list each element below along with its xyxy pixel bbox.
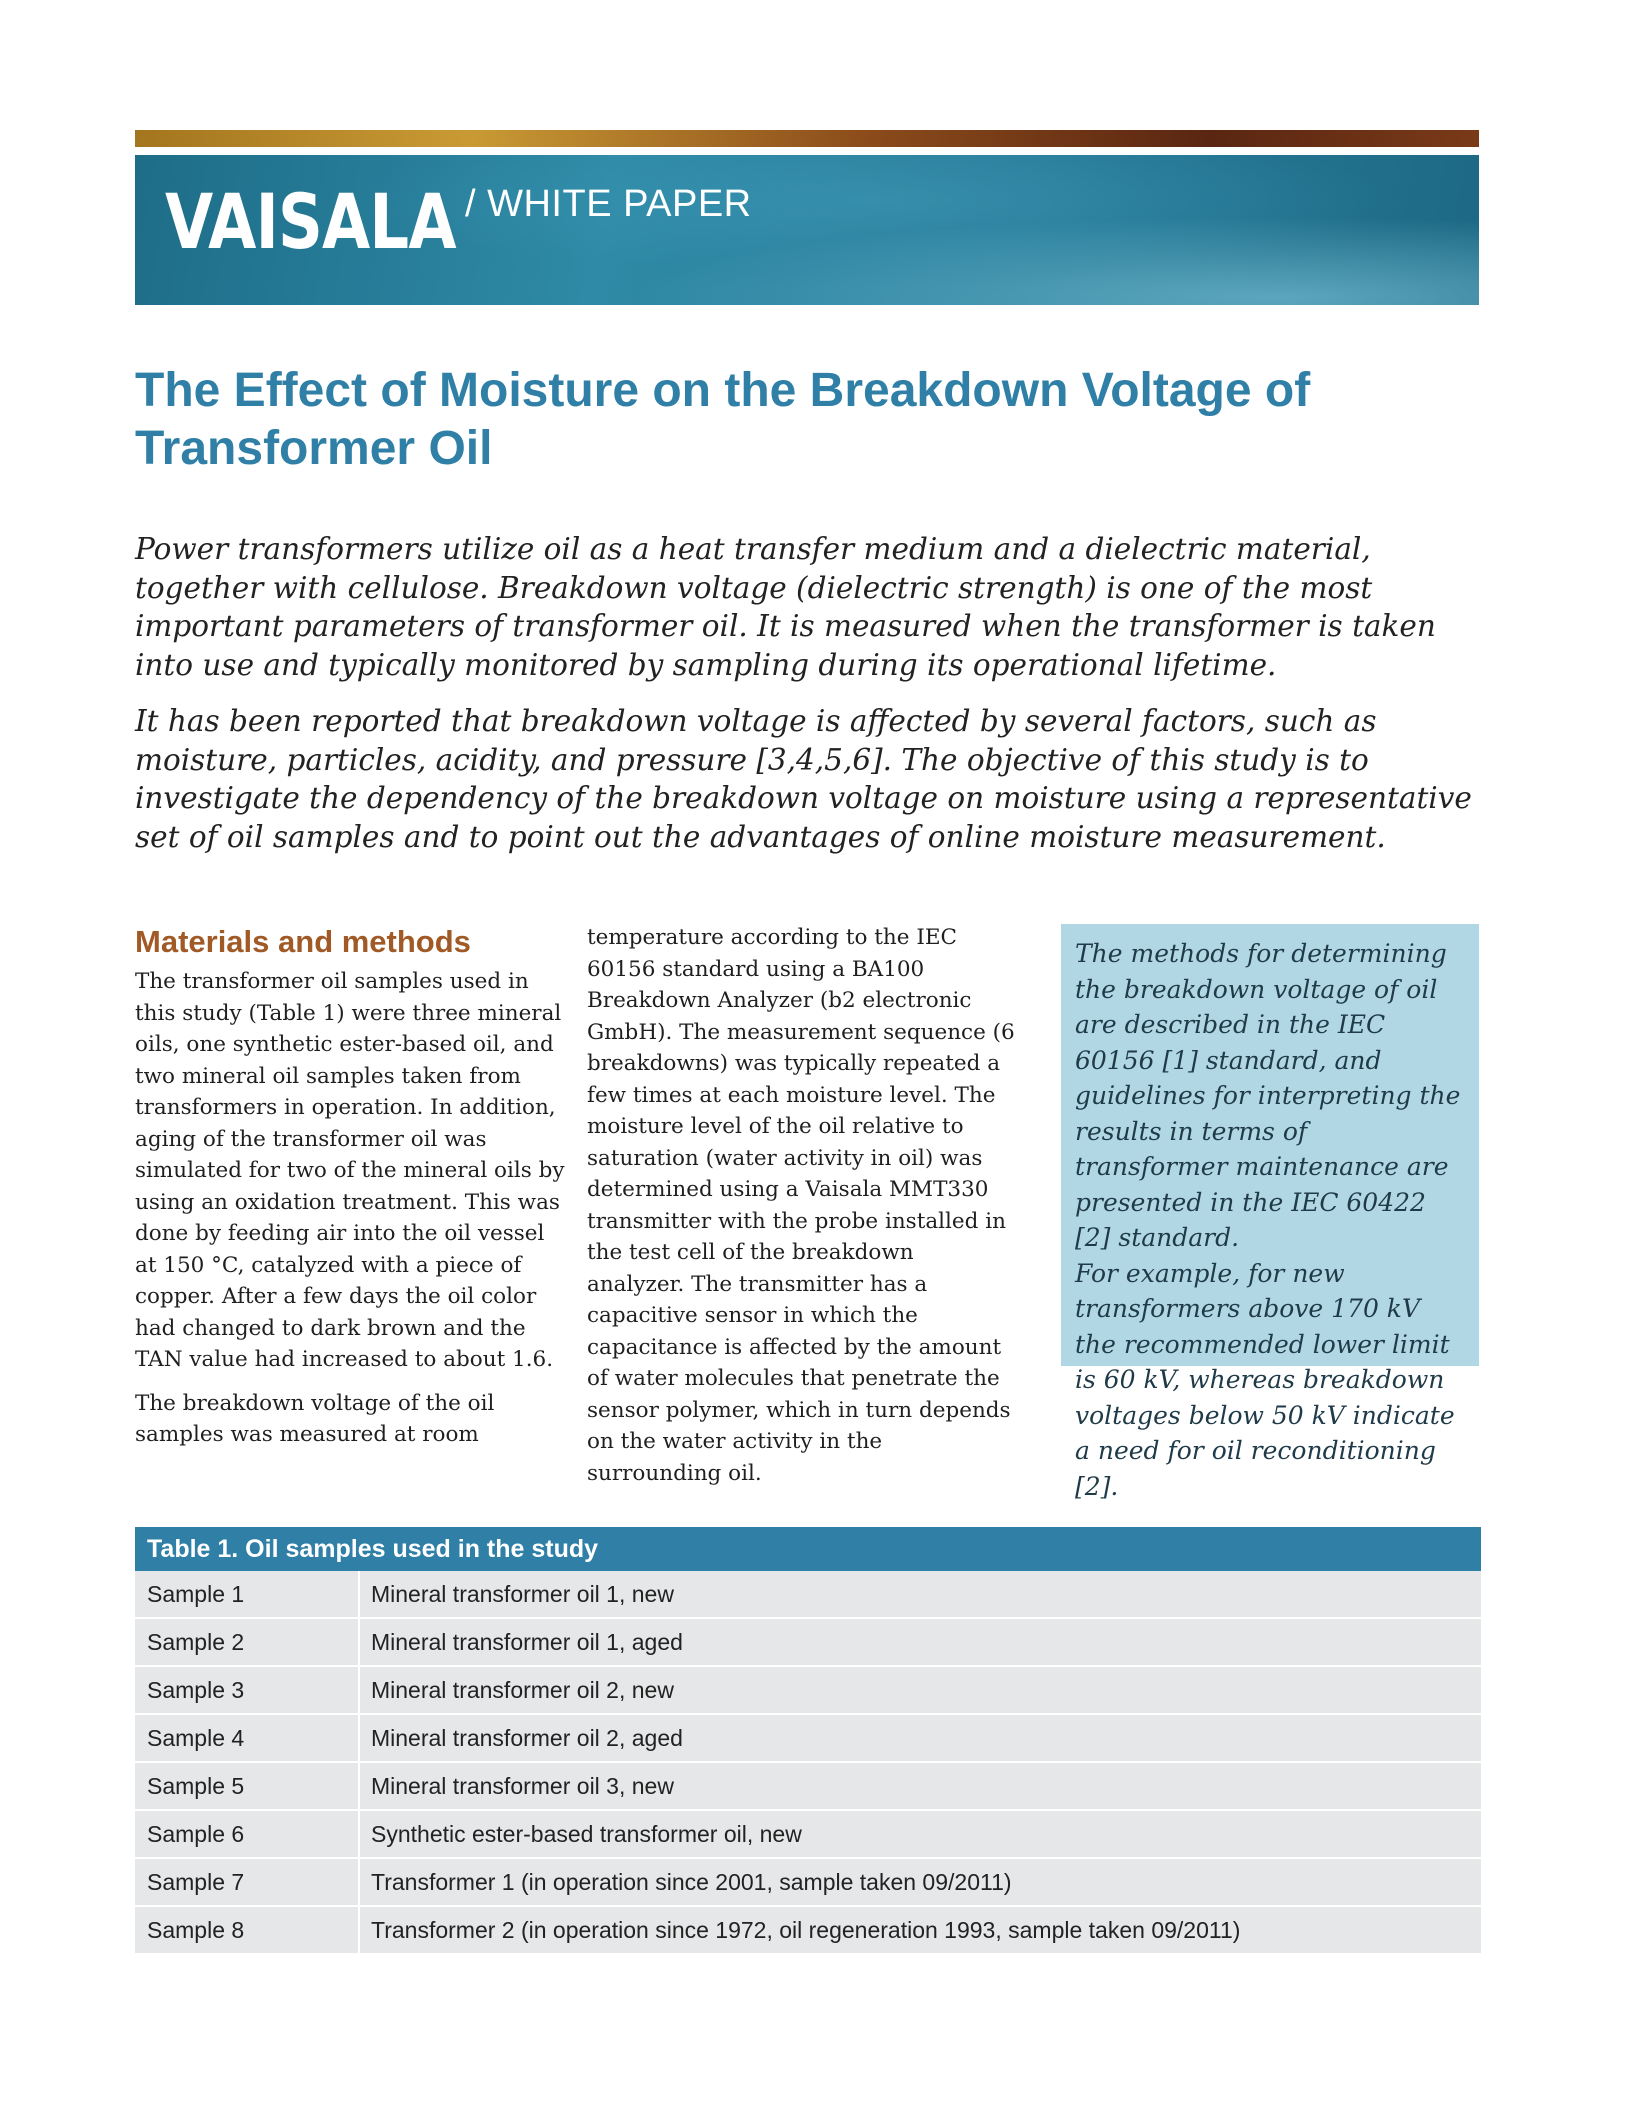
description-cell: Transformer 1 (in operation since 2001, sample taken 09/2011): [371, 1869, 1012, 1895]
table-row: [135, 1907, 1481, 1955]
sidebox-paragraph: For example, for new transformers above 170 kV the recommended lower limit is 60 kV, whereas breakdown voltages below 50 kV indicate a need for oil reconditioning [2].: [1075, 1258, 1455, 1501]
sample-cell: Sample 4: [135, 1715, 360, 1761]
table-row: [135, 1811, 1481, 1859]
white-paper-tag: / WHITE PAPER: [465, 183, 752, 225]
intro-paragraph: It has been reported that breakdown voltage is affected by several factors, such as moisture, particles, acidity, and pressure [3,4,5,6]. The objective of this study is to investigate the dependency of the breakdown voltage on moisture using a representative set of oil samples and to point out the advantages of online moisture measurement.: [135, 704, 1472, 854]
sidebox-paragraph: The methods for determining the breakdown voltage of oil are described in the IEC 60156 [1] standard, and guidelines for interpreting the results in terms of transformer maintenance are presented in the IEC 60422 [2] standard.: [1075, 939, 1461, 1252]
table-row: [135, 1763, 1481, 1811]
description-cell: Mineral transformer oil 1, new: [371, 1581, 674, 1607]
sample-cell: Sample 7: [135, 1859, 360, 1905]
description-cell: Mineral transformer oil 1, aged: [371, 1629, 683, 1655]
description-cell: Mineral transformer oil 2, new: [371, 1677, 674, 1703]
vaisala-logo: VAISALA: [165, 177, 456, 266]
intro-text: [135, 530, 1480, 874]
page-title: The Effect of Moisture on the Breakdown Voltage of Transformer Oil: [135, 364, 1311, 475]
description-cell: Synthetic ester-based transformer oil, new: [371, 1821, 802, 1847]
header-banner: [135, 155, 1479, 305]
samples-table: [135, 1527, 1481, 1955]
table-caption: Table 1. Oil samples used in the study: [135, 1527, 1481, 1571]
info-sidebox: [1061, 924, 1479, 1501]
description-cell: Mineral transformer oil 2, aged: [371, 1725, 683, 1751]
sample-cell: Sample 8: [135, 1907, 360, 1953]
description-cell: Mineral transformer oil 3, new: [371, 1773, 674, 1799]
body-paragraph: The transformer oil samples used in this study (Table 1) were three mineral oils, one synthetic ester-based oil, and two mineral oil samples taken from transformers in operation. In addition, aging of the transformer oil was simulated for two of the mineral oils by using an oxidation treatment. This was done by feeding air into the oil vessel at 150 °C, catalyzed with a piece of copper. After a few days the oil color had changed to dark brown and the TAN value had increased to about 1.6.: [135, 969, 565, 1372]
header-stripe: [135, 130, 1479, 147]
table-row: [135, 1715, 1481, 1763]
table-row: [135, 1619, 1481, 1667]
intro-paragraph: Power transformers utilize oil as a heat transfer medium and a dielectric material, together with cellulose. Breakdown voltage (dielectric strength) is one of the most important parameters of transformer oil. It is measured when the transformer is taken into use and typically monitored by sampling during its operational lifetime.: [135, 532, 1436, 682]
section-heading: Materials and methods: [135, 924, 471, 959]
sample-cell: Sample 2: [135, 1619, 360, 1665]
table-row: [135, 1667, 1481, 1715]
body-paragraph: The breakdown voltage of the oil samples was measured at room: [135, 1390, 495, 1447]
description-cell: Transformer 2 (in operation since 1972, oil regeneration 1993, sample taken 09/2011): [371, 1917, 1241, 1943]
table-row: [135, 1571, 1481, 1619]
table-row: [135, 1859, 1481, 1907]
sample-cell: Sample 1: [135, 1571, 360, 1617]
body-paragraph: temperature according to the IEC 60156 standard using a BA100 Breakdown Analyzer (b2 electronic GmbH). The measurement sequence (6 breakdowns) was typically repeated a few times at each moisture level. The moisture level of the oil relative to saturation (water activity in oil) was determined using a Vaisala MMT330 transmitter with the probe installed in the test cell of the breakdown analyzer. The transmitter has a capacitive sensor in which the capacitance is affected by the amount of water molecules that penetrate the sensor polymer, which in turn depends on the water activity in the surrounding oil.: [587, 925, 1015, 1486]
sample-cell: Sample 6: [135, 1811, 360, 1857]
column-left: [135, 922, 565, 1463]
column-middle: [587, 922, 1017, 1501]
sample-cell: Sample 3: [135, 1667, 360, 1713]
sample-cell: Sample 5: [135, 1763, 360, 1809]
